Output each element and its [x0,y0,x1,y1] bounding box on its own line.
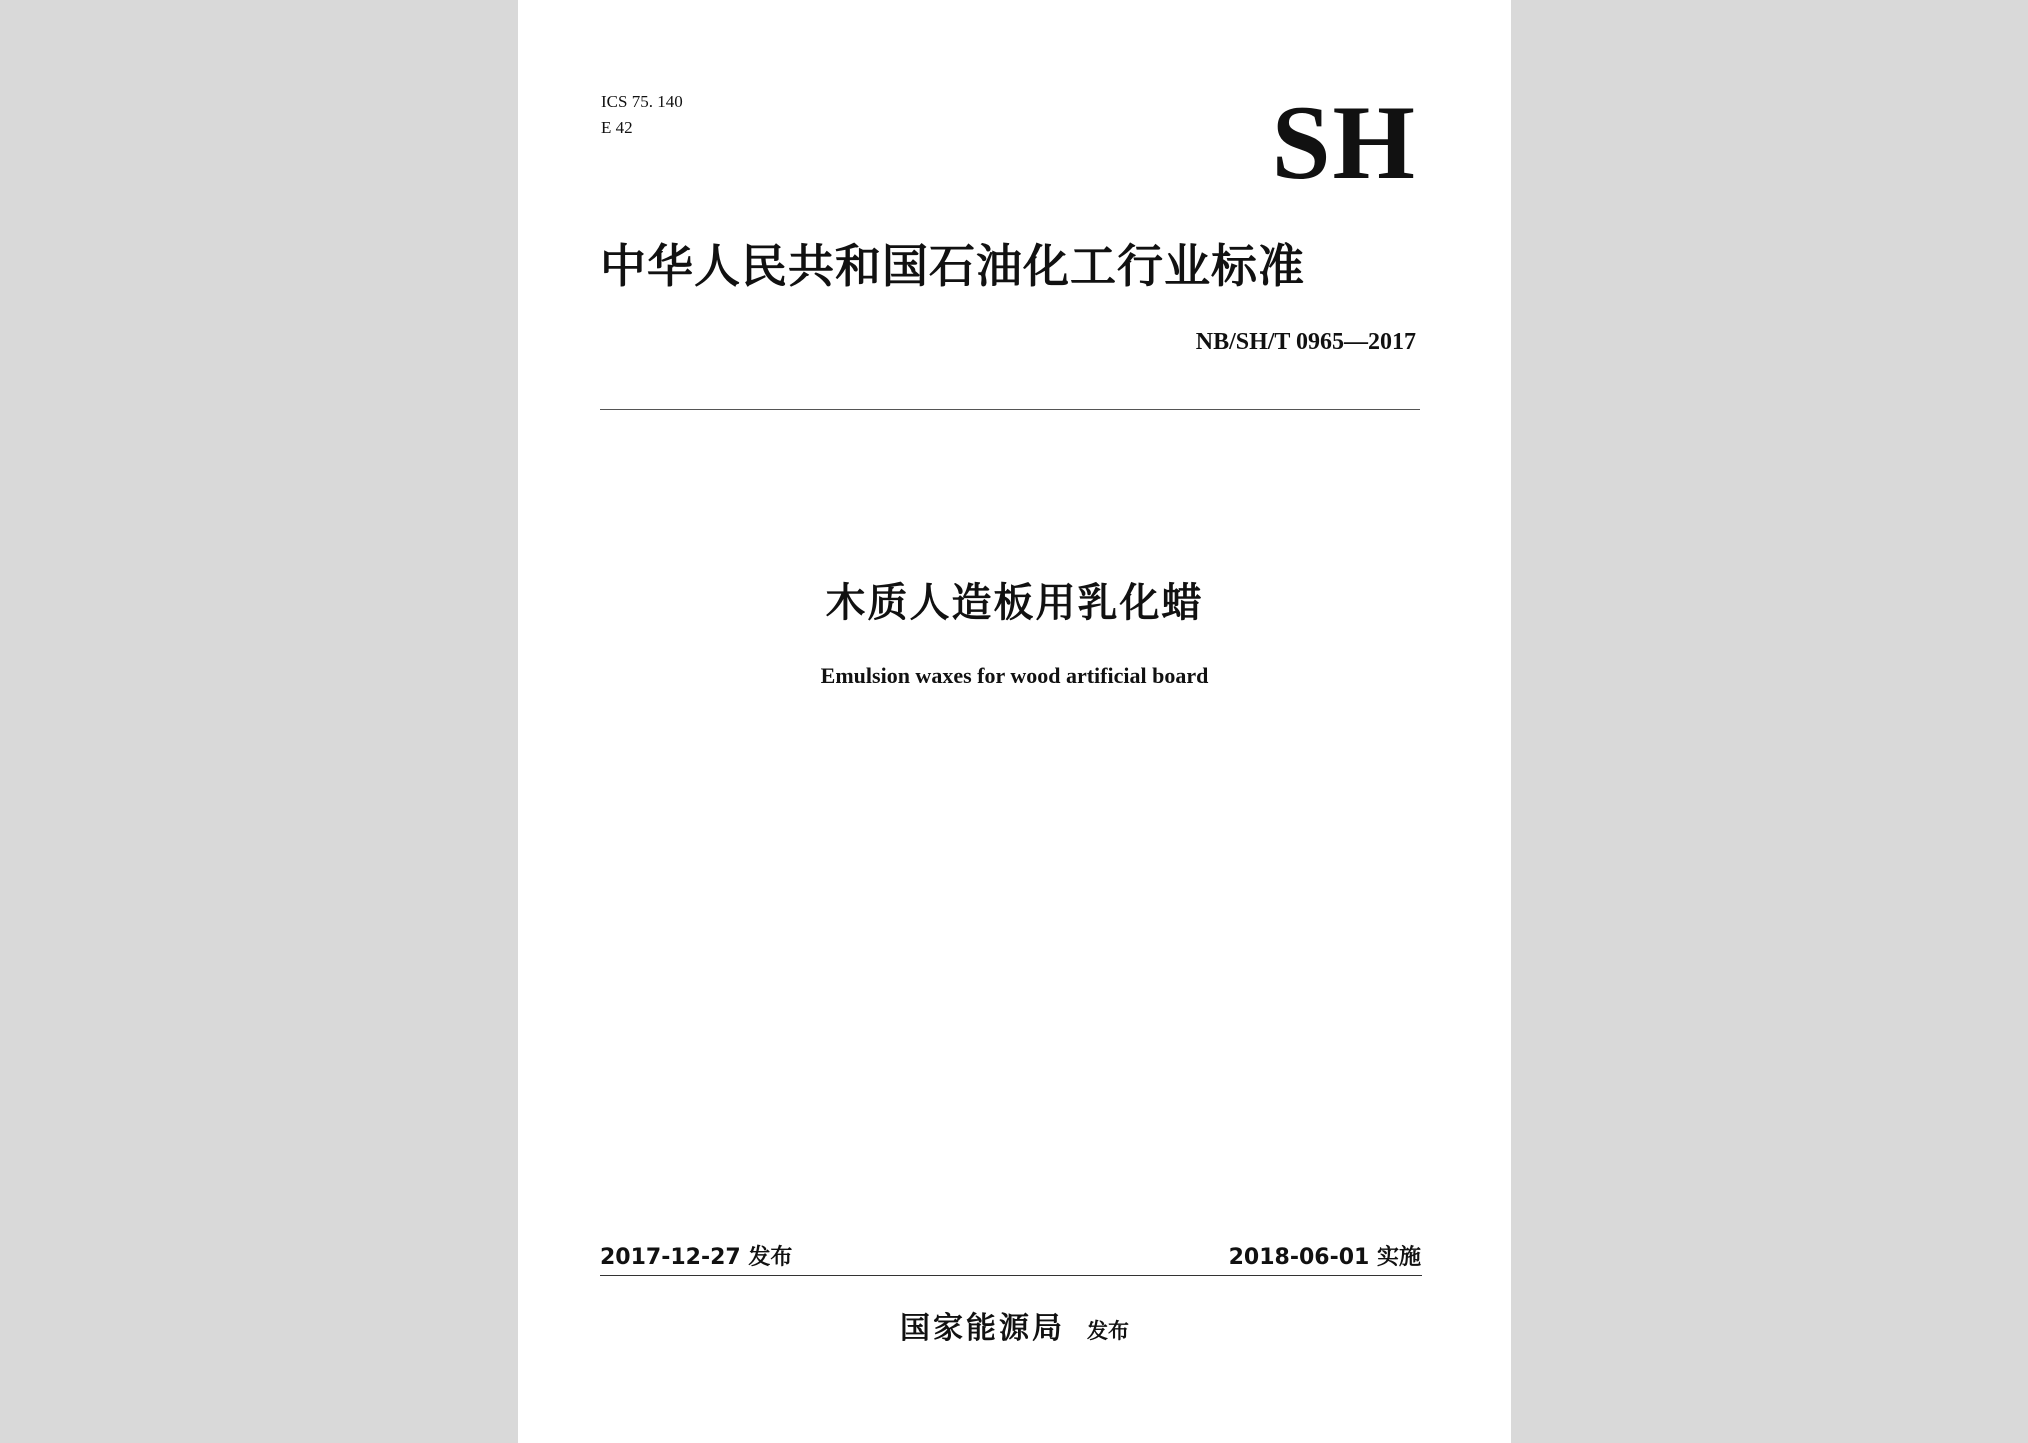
document-title-english: Emulsion waxes for wood artificial board [820,663,1209,688]
standard-number: NB/SH/T 0965—2017 [1195,329,1416,355]
standard-mark: SH [1271,84,1417,201]
document-title-chinese: 木质人造板用乳化蜡 [825,580,1204,626]
header-divider [600,409,1420,410]
issuer-line [518,1303,1511,1347]
standard-category: 中华人民共和国石油化工行业标准 [600,239,1305,293]
issue-action: 发布 [1087,1319,1129,1343]
ccs-code: E 42 [601,118,633,137]
ics-code: ICS 75. 140 [601,92,683,111]
footer-divider [600,1275,1422,1276]
implementation-date: 2018-06-01 实施 [1228,1245,1421,1270]
document-page [518,0,1511,1443]
issue-date: 2017-12-27 发布 [600,1245,793,1270]
issuing-body: 国家能源局 [900,1311,1065,1346]
